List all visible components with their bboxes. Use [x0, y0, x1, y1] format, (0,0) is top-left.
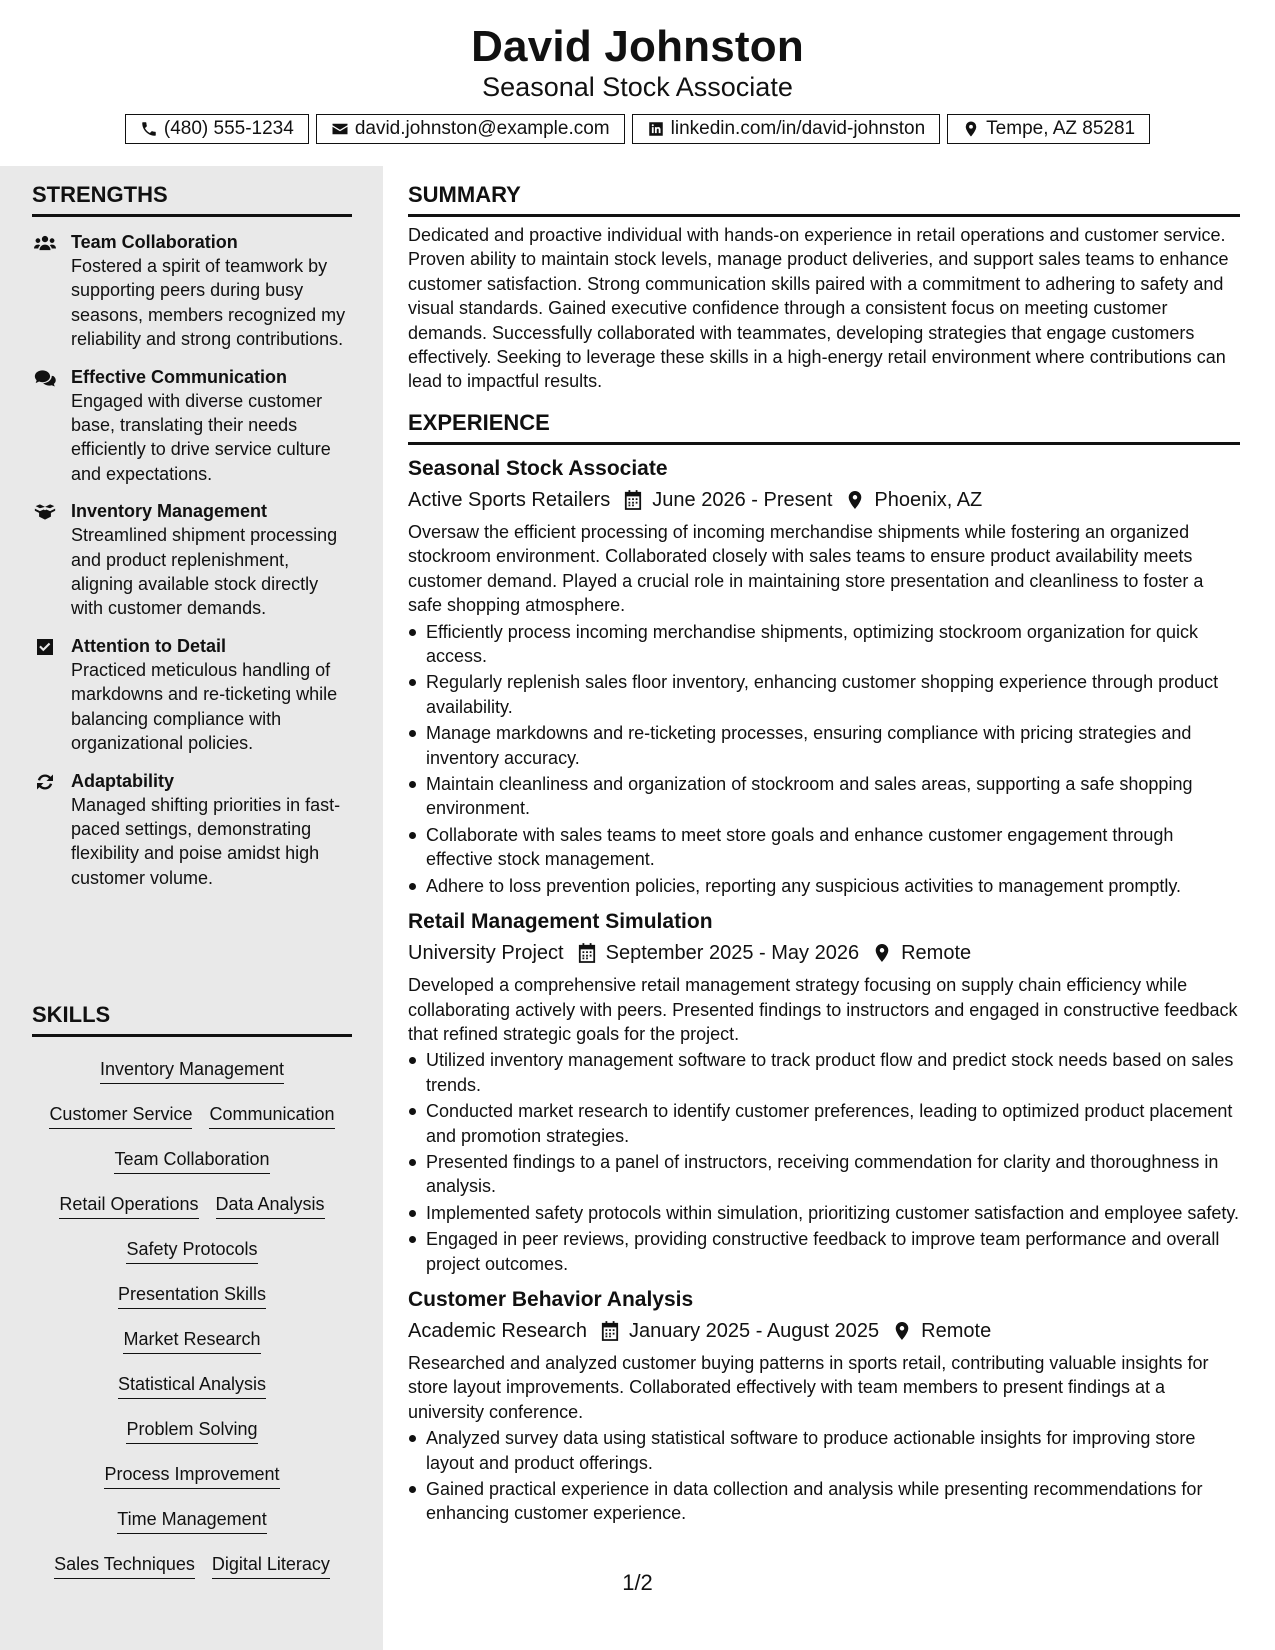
job-meta — [408, 485, 1240, 515]
skill-tag: Customer Service — [49, 1102, 192, 1129]
skill-tag: Inventory Management — [100, 1057, 284, 1084]
job-meta — [408, 1316, 1240, 1346]
job-location: Phoenix, AZ — [874, 489, 983, 511]
job-title: Customer Behavior Analysis — [408, 1287, 694, 1311]
job-title: Seasonal Stock Associate — [408, 457, 668, 480]
map-pin-icon — [873, 943, 891, 963]
job-location: Remote — [921, 1319, 992, 1342]
contact-location — [947, 114, 1150, 144]
job-org: University Project — [408, 942, 564, 965]
contact-location-text: Tempe, AZ 85281 — [986, 118, 1136, 139]
strength-name: Inventory Management — [71, 501, 268, 522]
skill-tag: Sales Techniques — [54, 1552, 195, 1579]
bullet-item: Efficiently process incoming merchandise shipments, optimizing stockroom organization for quick access. — [408, 620, 1240, 669]
bullet-item: Utilized inventory management software to track product flow and predict stock needs based on sales trends. — [408, 1048, 1240, 1097]
job-bullets — [408, 1048, 1240, 1276]
strength-item — [32, 499, 352, 621]
boxes-icon — [32, 501, 58, 523]
bullet-item: Manage markdowns and re-ticketing processes, ensuring compliance with pricing strategies and inventory accuracy. — [408, 721, 1240, 770]
sidebar — [0, 166, 383, 1650]
job-entry — [408, 1286, 1240, 1526]
skills-section — [32, 1002, 352, 1587]
job-dates: January 2025 - August 2025 — [628, 1319, 880, 1342]
strength-item — [32, 230, 352, 352]
calendar-icon — [601, 1321, 619, 1341]
skill-tag: Process Improvement — [104, 1462, 279, 1489]
users-icon — [32, 232, 58, 254]
skill-tag: Statistical Analysis — [118, 1372, 266, 1399]
skill-tag: Team Collaboration — [114, 1147, 269, 1174]
contact-email-text: david.johnston@example.com — [354, 118, 610, 139]
contact-bar — [0, 114, 1275, 144]
job-title: Retail Management Simulation — [408, 910, 713, 934]
bullet-item: Collaborate with sales teams to meet store goals and enhance customer engagement through effective stock management. — [408, 823, 1240, 872]
job-entry — [408, 455, 1240, 898]
skills-heading: SKILLS — [32, 1002, 352, 1037]
map-pin-icon — [846, 490, 864, 510]
strengths-section — [32, 182, 352, 890]
linkedin-icon — [647, 120, 665, 138]
bullet-item: Engaged in peer reviews, providing constructive feedback to improve team performance and overall project outcomes. — [408, 1227, 1240, 1276]
strength-name: Attention to Detail — [71, 635, 226, 656]
job-org: Academic Research — [408, 1319, 587, 1342]
job-meta — [408, 938, 1240, 968]
strengths-heading: STRENGTHS — [32, 182, 352, 217]
contact-phone-text: (480) 555-1234 — [163, 118, 294, 139]
strength-desc: Engaged with diverse customer base, translating their needs efficiently to drive service culture and expectations. — [71, 390, 331, 484]
bullet-item: Gained practical experience in data collection and analysis while presenting recommendations for enhancing customer experience. — [408, 1477, 1240, 1526]
job-bullets — [408, 1426, 1240, 1526]
skill-tag: Safety Protocols — [126, 1237, 257, 1264]
envelope-icon — [331, 120, 349, 138]
job-dates: September 2025 - May 2026 — [605, 942, 860, 965]
map-pin-icon — [962, 120, 980, 138]
strength-item — [32, 634, 352, 756]
skill-tag: Data Analysis — [216, 1192, 325, 1219]
skill-tag: Problem Solving — [126, 1417, 257, 1444]
experience-heading: EXPERIENCE — [408, 410, 1240, 445]
bullet-item: Adhere to loss prevention policies, reporting any suspicious activities to management promptly. — [408, 874, 1240, 898]
contact-linkedin[interactable] — [632, 114, 941, 144]
calendar-icon — [624, 490, 642, 510]
experience-section — [408, 410, 1240, 1528]
bullet-item: Analyzed survey data using statistical software to produce actionable insights for improving store layout and product offerings. — [408, 1426, 1240, 1475]
bullet-item: Conducted market research to identify customer preferences, leading to optimized product placement and promotion strategies. — [408, 1099, 1240, 1148]
strength-item — [32, 365, 352, 487]
job-org: Active Sports Retailers — [408, 489, 611, 511]
contact-email[interactable] — [316, 114, 625, 144]
summary-section — [408, 182, 1240, 394]
candidate-name: David Johnston — [471, 22, 804, 71]
strength-desc: Managed shifting priorities in fast-paced settings, demonstrating flexibility and poise amidst high customer volume. — [71, 794, 341, 888]
bullet-item: Implemented safety protocols within simulation, prioritizing customer satisfaction and employee safety. — [408, 1201, 1240, 1225]
job-location: Remote — [901, 942, 972, 965]
skill-tag: Communication — [209, 1102, 334, 1129]
summary-text: Dedicated and proactive individual with hands-on experience in retail operations and customer service. Proven ability to maintain stock levels, manage product deliveries, and support sales teams to enhance customer satisfaction. Strong communication skills paired with a commitment to adhering to safety and visual standards. Gained executive confidence through a consistent focus on meeting customer demands. Successfully collaborated with teammates, developing strategies that engage customers effectively. Seeking to leverage these skills in a high-energy retail environment where contributions can lead to impactful results. — [408, 225, 1229, 392]
check-square-icon — [32, 636, 58, 658]
skill-tag: Retail Operations — [59, 1192, 198, 1219]
strength-desc: Fostered a spirit of teamwork by supporting peers during busy seasons, members recognized my reliability and strong contributions. — [71, 256, 346, 350]
bullet-item: Regularly replenish sales floor inventory, enhancing customer shopping experience through product availability. — [408, 670, 1240, 719]
skill-tag: Market Research — [123, 1327, 260, 1354]
contact-phone[interactable] — [125, 114, 309, 144]
calendar-icon — [578, 943, 596, 963]
comments-icon — [32, 367, 58, 389]
job-description: Researched and analyzed customer buying patterns in sports retail, contributing valuable insights for store layout improvements. Collaborated effectively with team members to present findings at a university conference. — [408, 1352, 1209, 1422]
strength-name: Team Collaboration — [71, 232, 238, 252]
job-entry — [408, 908, 1240, 1276]
skill-tag: Time Management — [117, 1507, 266, 1534]
page-number: 1/2 — [622, 1570, 653, 1595]
candidate-title: Seasonal Stock Associate — [482, 72, 793, 102]
skills-list — [32, 1047, 352, 1587]
strength-name: Effective Communication — [71, 366, 288, 387]
summary-heading: SUMMARY — [408, 182, 1240, 217]
sync-icon — [32, 771, 58, 793]
bullet-item: Presented findings to a panel of instructors, receiving commendation for clarity and thoroughness in analysis. — [408, 1150, 1240, 1199]
skill-tag: Presentation Skills — [118, 1282, 266, 1309]
job-description: Oversaw the efficient processing of incoming merchandise shipments while fostering an organized stockroom environment. Collaborated closely with sales teams to ensure product availability meets customer demand. Played a crucial role in maintaining store presentation and cleanliness to foster a safe shopping atmosphere. — [408, 522, 1204, 616]
strength-desc: Streamlined shipment processing and product replenishment, aligning available stock directly with customer demands. — [71, 525, 338, 619]
map-pin-icon — [893, 1321, 911, 1341]
strength-name: Adaptability — [71, 770, 175, 791]
skill-tag: Digital Literacy — [212, 1552, 330, 1579]
resume-header — [0, 0, 1275, 166]
job-description: Developed a comprehensive retail management strategy focusing on supply chain efficiency while collaborating actively with peers. Presented findings to instructors and engaged in constructive feedback that refined strategic goals for the project. — [408, 975, 1238, 1044]
strength-item — [32, 769, 352, 891]
phone-icon — [140, 120, 158, 138]
bullet-item: Maintain cleanliness and organization of stockroom and sales areas, supporting a safe shopping environment. — [408, 772, 1240, 821]
job-bullets — [408, 620, 1240, 898]
job-dates: June 2026 - Present — [652, 489, 833, 511]
strength-desc: Practiced meticulous handling of markdowns and re-ticketing while balancing compliance with organizational policies. — [71, 659, 338, 754]
contact-linkedin-text: linkedin.com/in/david-johnston — [670, 118, 926, 139]
